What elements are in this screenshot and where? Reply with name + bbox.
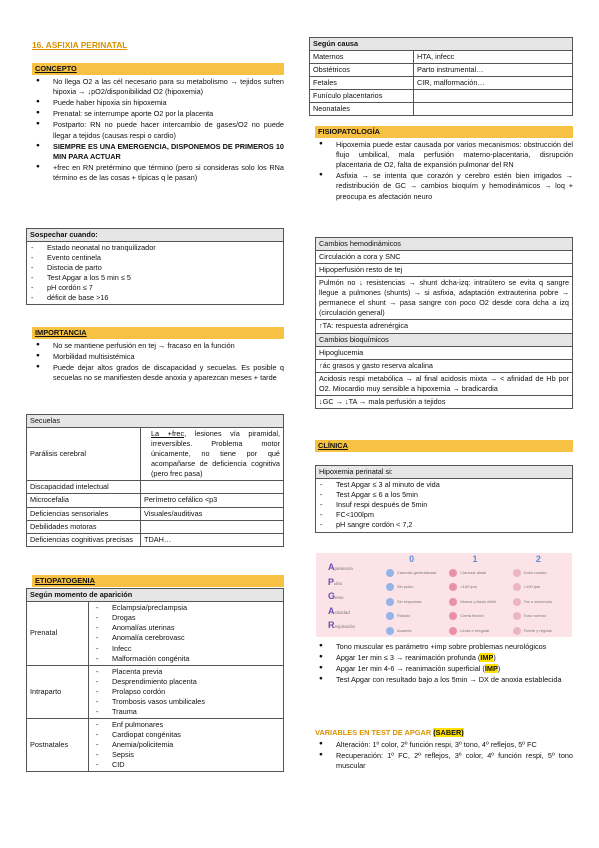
apgar-cell: Tos o estornudo [507,598,570,606]
concepto-bullet: ● No llega O2 a las cél necesario para su metabolismo → tejidos sufren hipoxia → ↓pO2/disponibilidad O2 (hipoxemia) [32,77,284,97]
clinica-bullet: ● Apgar 1er min 4-6 → reanimación superficial (IMP) [315,664,573,674]
baby-icon [386,569,394,577]
clinica-heading: CLÍNICA [315,440,573,452]
apgar-letter: R [328,620,335,630]
sospechar-item: - Estado neonatal no tranquilizador [27,243,283,253]
variables-heading: VARIABLES EN TEST DE APGAR (SABER) [315,728,464,737]
variables-bullet: ● Recuperación: 1º FC, 2º reflejos, 3º color, 4º función respi, 5º tono muscular [315,751,573,771]
secuelas-table [26,414,284,547]
baby-icon [449,583,457,591]
etio-item: - Sepsis [92,750,280,760]
page-title: 16. ASFIXIA PERINATAL [32,40,128,50]
apgar-cell: Cianosis distal [443,569,506,577]
baby-icon [513,627,521,635]
causa-desc [414,90,573,103]
apgar-cell: <100 lpm [443,583,506,591]
apgar-cell: Tono normal [507,612,570,620]
apgar-score: 1 [472,554,478,564]
variables-section [315,728,573,772]
etio-item: - Prolapso cordón [92,687,280,697]
causa-desc: CIR, malformación… [414,77,573,90]
etio-item: - Trauma [92,707,280,717]
cambios-bioq-row: Hipoglucemia [316,346,572,359]
secuela-desc [141,520,284,533]
segun-causa-table [309,37,573,116]
secuela-name: Parálisis cerebral [27,428,141,481]
hipoxemia-item: - FC<100lpm [316,510,572,520]
etiopatogenia-heading: ETIOPATOGENIA [32,575,284,587]
hipoxemia-box [315,465,573,533]
causa-header: Según causa [310,38,573,51]
baby-icon [386,627,394,635]
importancia-bullet: ● Puede dejar altos grados de discapacidad y secuelas. Es posible q secuelas no se manifiesten desde anoxia y aparezcan meses + tarde [32,363,284,383]
secuelas-heading: Secuelas [27,415,284,428]
concepto-section [32,63,284,184]
cambios-bioq-row: Acidosis respi metabólica → al final acidosis mixta → < afinidad de Hb por O2. Miocardio muy sensible a hipoxemia → bradicardia [316,372,572,395]
etio-group-name: Intraparto [27,665,89,718]
etio-item: - Cardiopat congénitas [92,730,280,740]
importancia-heading: IMPORTANCIA [32,327,284,339]
concepto-heading: CONCEPTO [32,63,284,75]
baby-icon [386,583,394,591]
sospechar-heading: Sospechar cuando: [27,229,283,242]
etio-item: - Enf pulmonares [92,720,280,730]
baby-icon [386,612,394,620]
apgar-letter: A [328,605,335,616]
clinica-bullet: ● Test Apgar con resultado bajo a los 5min → DX de anoxia establecida [315,675,573,685]
etio-item: - Anomalías uterinas [92,623,280,633]
baby-icon [513,612,521,620]
apgar-letters [328,561,370,634]
apgar-grid [380,553,570,637]
apgar-cell: Fuerte y regular [507,627,570,635]
baby-icon [449,569,457,577]
secuela-desc: TDAH… [141,533,284,546]
apgar-score: 0 [409,554,415,564]
secuela-name: Debilidades motoras [27,520,141,533]
apgar-cell: Color rosado [507,569,570,577]
clinica-bullets [315,642,573,686]
etio-group-name: Prenatal [27,602,89,665]
causa-desc: Parto instrumental… [414,64,573,77]
etio-item: - Drogas [92,613,280,623]
causa-name: Maternos [310,51,414,64]
causa-desc: HTA, infecc [414,51,573,64]
apgar-word: ctividad [334,609,350,615]
sospechar-item: - Test Apgar a los 5 min ≤ 5 [27,273,283,283]
fisiopatologia-heading: FISIOPATOLOGÍA [315,126,573,138]
secuela-desc: Visuales/auditivas [141,507,284,520]
concepto-bullet: ● SIEMPRE ES UNA EMERGENCIA, DISPONEMOS DE PRIMEROS 10 MIN PARA ACTUAR [32,142,284,162]
sospechar-box [26,228,284,305]
secuela-name: Deficiencias cognitivas precisas [27,533,141,546]
clinica-bullet: ● Tono muscular es parámetro +imp sobre problemas neurológicos [315,642,573,652]
cambios-bioq-header: Cambios bioquímicos [316,333,572,346]
cambios-hemo-row: ↑TA: respuesta adrenérgica [316,319,572,332]
cambios-hemo-header: Cambios hemodinámicos [316,238,572,250]
importancia-section [32,327,284,384]
apgar-word: ulso [334,580,343,586]
baby-icon [513,583,521,591]
hipoxemia-item: - Test Apgar ≤ 3 al minuto de vida [316,480,572,490]
apgar-row [380,580,570,595]
hipoxemia-item: - pH sangre cordón < 7,2 [316,520,572,530]
cambios-hemo-row: Hipoperfusión resto de tej [316,263,572,276]
baby-icon [449,612,457,620]
hipoxemia-item: - Test Apgar ≤ 6 a los 5min [316,490,572,500]
importancia-bullet: ● No se mantiene perfusión en tej → fracaso en la función [32,341,284,351]
secuela-desc: La +frec, lesiones vía piramidal, irreversibles. Problema motor únicamente, no tiene por qué acompañarse de deficiencia cognitiva (pero frec pasa) [141,428,284,481]
baby-icon [386,598,394,606]
concepto-bullet: ● Postparto: RN no puede hacer intercambio de gases/O2 no puede llegar a tejidos (causas respi o cardio) [32,120,284,140]
etio-item: - Desprendimiento placenta [92,677,280,687]
apgar-cell: Lenta e irregular [443,627,506,635]
etio-item: - Anomalía cerebrovasc [92,633,280,643]
cambios-bioq-row: ↓GC → ↓TA → mala perfusión a tejidos [316,395,572,408]
etio-item: - Anemia/policitemia [92,740,280,750]
secuela-name: Deficiencias sensoriales [27,507,141,520]
etiopatogenia-section [26,575,284,772]
sospechar-item: - Distocia de parto [27,263,283,273]
apgar-word: pariencia [334,566,353,571]
apgar-cell: Cierta flexión [443,612,506,620]
sospechar-item: - Evento centinela [27,253,283,263]
variables-bullet: ● Alteración: 1º color, 2º función respi, 3º tono, 4º reflejos, 5º FC [315,740,573,750]
importancia-bullet: ● Morbilidad multisistémica [32,352,284,362]
apgar-row [380,623,570,638]
hipoxemia-header: Hipoxemia perinatal si: [316,466,572,479]
apgar-cell: Ausente [380,627,443,635]
causa-name: Funículo placentarios [310,90,414,103]
cambios-hemo-box [315,237,573,409]
baby-icon [513,569,521,577]
secuela-name: Discapacidad intelectual [27,481,141,494]
secuela-desc [141,481,284,494]
fisio-bullet: ● Asfixia → se intenta que corazón y cerebro estén bien irrigados → redistribución de GC → cambios bioquím y hemodinámicos → loq + preocupa es afectación neuro [315,171,573,201]
apgar-row [380,594,570,609]
etio-item: - Malformación congénita [92,654,280,664]
etio-item: - Eclampsia/preclampsia [92,603,280,613]
concepto-bullet: ● +frec en RN pretérmino que término (pero si consideras solo los RNa término es de las cosas + típicas q le pasan) [32,163,284,183]
apgar-row [380,565,570,580]
clinica-section [315,440,573,452]
causa-desc [414,103,573,116]
apgar-word: esto [335,595,344,600]
etio-item: - Infecc [92,644,280,654]
concepto-bullet: ● Prenatal: se interrumpe aporte O2 por la placenta [32,109,284,119]
apgar-row [380,609,570,624]
apgar-cell: Sin pulso [380,583,443,591]
etio-table-header: Según momento de aparición [27,589,284,602]
baby-icon [513,598,521,606]
cambios-hemo-row: Pulmón no ↓ resistencias → shunt dcha-izq: intraútero se evita q sangre llegue a pulmones (shunts) → si asfixia, adaptación extrauterina pobre → permanece el shunt → pasa sangre con poco O2 desde cora dcha a izq (circulación general) [316,276,572,319]
apgar-letter: A [328,562,335,572]
clinica-bullet: ● Apgar 1er min ≤ 3 → reanimación profunda (IMP) [315,653,573,663]
fisiopatologia-section [315,126,573,203]
secuela-name: Microcefalia [27,494,141,507]
baby-icon [449,627,457,635]
sospechar-item: - pH cordón ≤ 7 [27,283,283,293]
sospechar-item: - déficit de base >16 [27,293,283,303]
apgar-letter: P [328,576,335,587]
apgar-cell: Mueca y llanto débil [443,598,506,606]
causa-name: Obstétricos [310,64,414,77]
etio-item: - Trombosis vasos umbilicales [92,697,280,707]
concepto-bullet: ● Puede haber hipoxia sin hipoxemia [32,98,284,108]
cambios-hemo-row: Circulación a cora y SNC [316,250,572,263]
apgar-cell: Cianosis generalizada [380,569,443,577]
apgar-cell: >100 lpm [507,583,570,591]
apgar-cell: Sin respuesta [380,598,443,606]
apgar-word: espiración [334,624,356,629]
apgar-cell: Flácido [380,612,443,620]
hipoxemia-item: - Insuf respi después de 5min [316,500,572,510]
causa-name: Neonatales [310,103,414,116]
etio-item: - CID [92,760,280,770]
fisio-bullet: ● Hipoxemia puede estar causada por varios mecanismos: obstrucción del flujo umbilical, mala perfusión materno-placentaria, disrupción placentaria de O2, falta de expansión pulmonar del RN [315,140,573,170]
cambios-bioq-row: ↑ác grasos y gasto reserva alcalina [316,359,572,372]
etio-group-name: Postnatales [27,718,89,771]
etio-item: - Placenta previa [92,667,280,677]
causa-name: Fetales [310,77,414,90]
secuela-desc: Perímetro cefálico <p3 [141,494,284,507]
apgar-score: 2 [535,554,541,564]
baby-icon [449,598,457,606]
apgar-letter: G [328,591,336,601]
apgar-illustration [316,553,572,637]
